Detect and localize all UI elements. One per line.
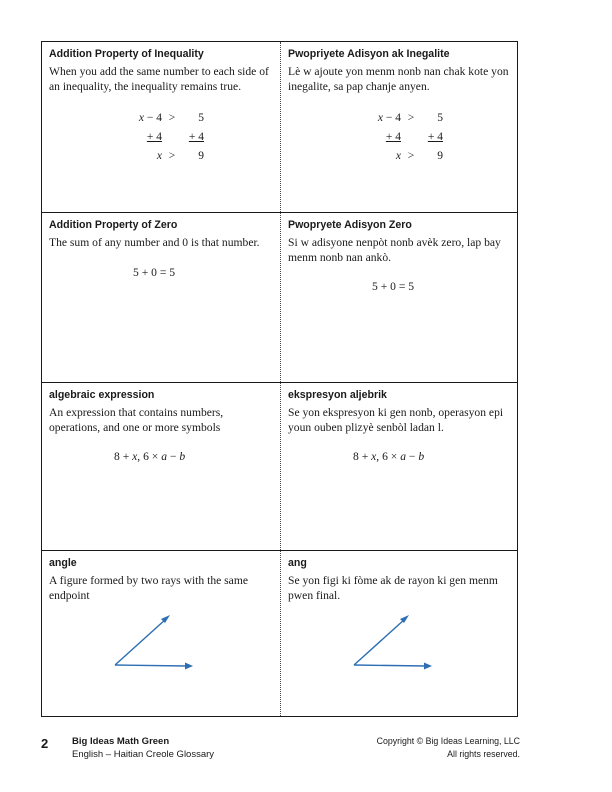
english-card-algebraic-expression [42,383,280,551]
angle-diagram [110,611,200,675]
ray-lower-arrowhead [185,663,193,670]
creole-card-inequality [281,42,518,212]
example-op: > [407,149,415,162]
ray-lower [115,665,187,666]
ray-lower-arrowhead [424,663,432,670]
glossary-title: English – Haitian Creole Glossary [72,749,215,760]
term-definition: Lè w ajoute yon menm nonb nan chak kote yon inegalite, sa pap chanje anyen. [288,65,509,93]
term-definition: Si w adisyone nenpòt nonb avèk zero, lap bay menm nonb nan ankò. [288,236,501,264]
term-title: algebraic expression [49,389,155,401]
term-title: ang [288,557,307,569]
rights-text: All rights reserved. [447,749,520,759]
english-card-angle [42,551,280,717]
example-rhs: + 4 [427,130,443,143]
example-lhs: x − 4 [377,111,401,124]
fold-line [280,42,281,716]
english-card-inequality [42,42,280,212]
example-op [162,127,182,146]
term-definition: Se yon figi ki fòme ak de rayon ki gen menm pwen final. [288,574,498,602]
example-rhs: 5 [437,111,443,124]
term-title: angle [49,557,77,569]
term-title: ekspresyon aljebrik [288,389,387,401]
creole-card-algebraic-expression [281,383,518,551]
ray-upper [354,619,405,665]
angle-diagram [349,611,439,675]
term-definition: An expression that contains numbers, operations, and one or more symbols [49,406,224,434]
glossary-card-sheet [41,41,518,717]
example-op: > [168,149,176,162]
term-definition: A figure formed by two rays with the same endpoint [49,574,248,602]
example-lhs: x [156,149,162,162]
english-card-zero [42,213,280,383]
term-example: 5 + 0 = 5 [372,280,415,293]
term-title: Addition Property of Zero [49,219,178,231]
term-definition: The sum of any number and 0 is that number. [49,236,260,249]
ray-lower [354,665,426,666]
example-rhs: + 4 [188,130,204,143]
copyright-info [377,735,520,761]
example-op [401,127,421,146]
example-rhs: 9 [198,149,204,162]
book-info [72,735,214,761]
example-lhs: + 4 [146,130,162,143]
page-number: 2 [41,736,49,751]
term-example: 5 + 0 = 5 [133,266,176,279]
inequality-example [126,108,204,165]
creole-card-angle [281,551,518,717]
example-rhs: 5 [198,111,204,124]
example-lhs: + 4 [385,130,401,143]
term-title: Pwopriyete Adisyon ak Inegalite [288,48,450,60]
example-lhs: x − 4 [138,111,162,124]
book-title: Big Ideas Math Green [72,736,170,747]
example-lhs: x [395,149,401,162]
term-definition: When you add the same number to each side of an inequality, the inequality remains true. [49,65,269,93]
example-op: > [168,111,176,124]
term-definition: Se yon ekspresyon ki gen nonb, operasyon epi youn ouben plizyè senbòl ladan l. [288,406,504,434]
copyright-text: Copyright © Big Ideas Learning, LLC [376,736,520,746]
inequality-example [365,108,443,165]
ray-upper [115,619,166,665]
example-rhs: 9 [437,149,443,162]
term-example: 8 + x, 6 × a − b [114,450,186,463]
term-title: Pwopryete Adisyon Zero [288,219,412,231]
creole-card-zero [281,213,518,383]
term-example: 8 + x, 6 × a − b [353,450,425,463]
example-op: > [407,111,415,124]
term-title: Addition Property of Inequality [49,48,204,60]
